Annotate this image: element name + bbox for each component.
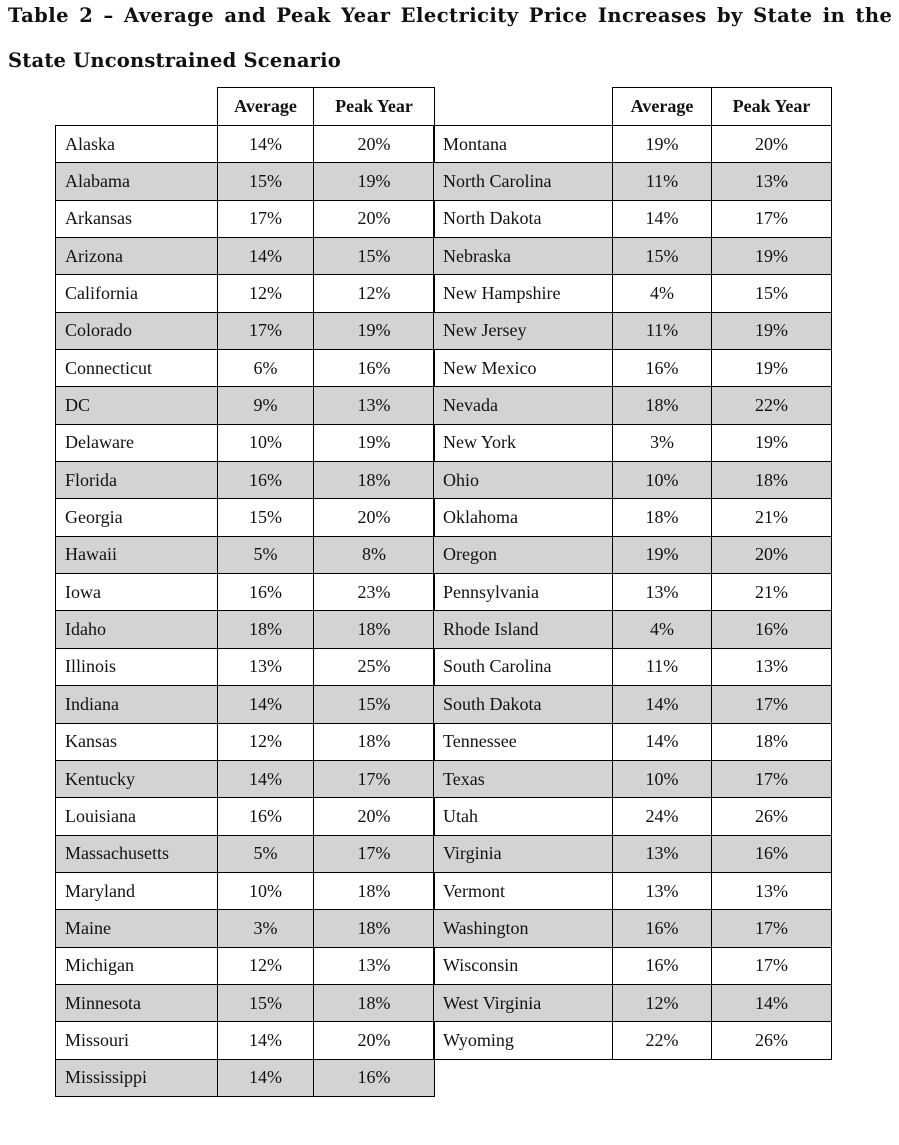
average-cell: 4% (613, 275, 712, 312)
table-row (56, 499, 435, 536)
state-name-cell: Indiana (56, 686, 218, 723)
peak-year-cell: 16% (712, 611, 832, 648)
average-cell: 11% (613, 163, 712, 200)
right-state-table (433, 125, 832, 1060)
peak-year-cell: 26% (712, 798, 832, 835)
peak-year-cell: 17% (314, 835, 435, 872)
state-name-cell: Nevada (434, 387, 613, 424)
state-name-cell: Ohio (434, 462, 613, 499)
table-row (56, 798, 435, 835)
table-row (434, 387, 832, 424)
average-cell: 14% (218, 238, 314, 275)
state-name-cell: Wisconsin (434, 947, 613, 984)
table-row (56, 200, 435, 237)
state-name-cell: Arizona (56, 238, 218, 275)
table-row (434, 350, 832, 387)
table-row (56, 350, 435, 387)
average-cell: 17% (218, 312, 314, 349)
peak-year-cell: 26% (712, 1022, 832, 1059)
title-line-2: State Unconstrained Scenario (8, 49, 341, 72)
header-average-right: Average (613, 88, 712, 126)
peak-year-cell: 18% (314, 462, 435, 499)
state-name-cell: Texas (434, 760, 613, 797)
state-name-cell: Delaware (56, 424, 218, 461)
table-row (434, 984, 832, 1021)
state-name-cell: New York (434, 424, 613, 461)
peak-year-cell: 20% (314, 1022, 435, 1059)
table-row (56, 238, 435, 275)
peak-year-cell: 13% (314, 387, 435, 424)
table-row (56, 275, 435, 312)
average-cell: 16% (613, 947, 712, 984)
state-name-cell: Oregon (434, 536, 613, 573)
peak-year-cell: 22% (712, 387, 832, 424)
state-name-cell: Colorado (56, 312, 218, 349)
peak-year-cell: 19% (712, 312, 832, 349)
table-row (434, 835, 832, 872)
average-cell: 14% (218, 126, 314, 163)
header-peak-left: Peak Year (314, 88, 435, 126)
average-cell: 14% (218, 760, 314, 797)
state-name-cell: Vermont (434, 872, 613, 909)
state-name-cell: Connecticut (56, 350, 218, 387)
table-row (434, 574, 832, 611)
table-row (434, 462, 832, 499)
table-row (434, 126, 832, 163)
title-line-1: Table 2 – Average and Peak Year Electricity Price Increases by State in the (8, 4, 893, 27)
average-cell: 12% (218, 275, 314, 312)
peak-year-cell: 17% (712, 910, 832, 947)
state-name-cell: South Dakota (434, 686, 613, 723)
state-name-cell: Florida (56, 462, 218, 499)
state-name-cell: Virginia (434, 835, 613, 872)
peak-year-cell: 23% (314, 574, 435, 611)
peak-year-cell: 17% (712, 760, 832, 797)
average-cell: 19% (613, 536, 712, 573)
peak-year-cell: 17% (712, 686, 832, 723)
average-cell: 14% (218, 686, 314, 723)
peak-year-cell: 17% (712, 200, 832, 237)
average-cell: 24% (613, 798, 712, 835)
peak-year-cell: 20% (314, 499, 435, 536)
table-row (56, 536, 435, 573)
peak-year-cell: 15% (314, 238, 435, 275)
table-row (56, 574, 435, 611)
table-row (56, 126, 435, 163)
state-name-cell: Maryland (56, 872, 218, 909)
state-name-cell: Montana (434, 126, 613, 163)
peak-year-cell: 19% (314, 163, 435, 200)
average-cell: 10% (218, 872, 314, 909)
average-cell: 15% (218, 984, 314, 1021)
state-name-cell: Washington (434, 910, 613, 947)
average-cell: 6% (218, 350, 314, 387)
peak-year-cell: 17% (712, 947, 832, 984)
state-name-cell: Tennessee (434, 723, 613, 760)
peak-year-cell: 15% (712, 275, 832, 312)
header-peak-right: Peak Year (712, 88, 832, 126)
average-cell: 9% (218, 387, 314, 424)
state-name-cell: South Carolina (434, 648, 613, 685)
average-cell: 12% (218, 723, 314, 760)
table-row (434, 312, 832, 349)
table-row (434, 499, 832, 536)
peak-year-cell: 19% (712, 424, 832, 461)
table-row (56, 984, 435, 1021)
table-row (56, 611, 435, 648)
table-row (56, 312, 435, 349)
state-name-cell: New Mexico (434, 350, 613, 387)
peak-year-cell: 18% (314, 984, 435, 1021)
table-row (434, 947, 832, 984)
table-row (56, 424, 435, 461)
peak-year-cell: 16% (314, 350, 435, 387)
state-name-cell: Iowa (56, 574, 218, 611)
average-cell: 12% (218, 947, 314, 984)
peak-year-cell: 21% (712, 574, 832, 611)
state-name-cell: Wyoming (434, 1022, 613, 1059)
state-name-cell: Hawaii (56, 536, 218, 573)
left-state-table (55, 125, 435, 1097)
peak-year-cell: 14% (712, 984, 832, 1021)
table-row (56, 910, 435, 947)
average-cell: 5% (218, 536, 314, 573)
average-cell: 10% (218, 424, 314, 461)
table-row (434, 611, 832, 648)
table-row (434, 1022, 832, 1059)
peak-year-cell: 18% (314, 723, 435, 760)
peak-year-cell: 19% (314, 312, 435, 349)
average-cell: 22% (613, 1022, 712, 1059)
table-row (56, 760, 435, 797)
table-row (434, 200, 832, 237)
average-cell: 5% (218, 835, 314, 872)
peak-year-cell: 13% (712, 648, 832, 685)
peak-year-cell: 13% (712, 163, 832, 200)
state-name-cell: Michigan (56, 947, 218, 984)
peak-year-cell: 18% (712, 462, 832, 499)
peak-year-cell: 20% (712, 126, 832, 163)
state-name-cell: Illinois (56, 648, 218, 685)
average-cell: 12% (613, 984, 712, 1021)
peak-year-cell: 18% (712, 723, 832, 760)
state-name-cell: Massachusetts (56, 835, 218, 872)
peak-year-cell: 20% (314, 200, 435, 237)
average-cell: 13% (613, 835, 712, 872)
average-cell: 14% (613, 686, 712, 723)
average-cell: 4% (613, 611, 712, 648)
state-name-cell: Arkansas (56, 200, 218, 237)
peak-year-cell: 19% (712, 350, 832, 387)
table-row (434, 275, 832, 312)
average-cell: 15% (218, 163, 314, 200)
table-row (434, 798, 832, 835)
peak-year-cell: 17% (314, 760, 435, 797)
average-cell: 14% (218, 1059, 314, 1096)
state-name-cell: California (56, 275, 218, 312)
state-name-cell: Maine (56, 910, 218, 947)
state-name-cell: Kansas (56, 723, 218, 760)
peak-year-cell: 12% (314, 275, 435, 312)
state-name-cell: Nebraska (434, 238, 613, 275)
average-cell: 15% (613, 238, 712, 275)
state-name-cell: Missouri (56, 1022, 218, 1059)
state-name-cell: Idaho (56, 611, 218, 648)
table-row (56, 387, 435, 424)
table-row (56, 686, 435, 723)
state-name-cell: Kentucky (56, 760, 218, 797)
average-cell: 3% (613, 424, 712, 461)
average-cell: 15% (218, 499, 314, 536)
average-cell: 17% (218, 200, 314, 237)
table-row (434, 238, 832, 275)
table-row (56, 648, 435, 685)
peak-year-cell: 15% (314, 686, 435, 723)
peak-year-cell: 16% (314, 1059, 435, 1096)
state-name-cell: Georgia (56, 499, 218, 536)
table-row (434, 686, 832, 723)
peak-year-cell: 18% (314, 611, 435, 648)
state-name-cell: Mississippi (56, 1059, 218, 1096)
table-row (434, 424, 832, 461)
table-row (434, 536, 832, 573)
peak-year-cell: 20% (712, 536, 832, 573)
table-row (434, 910, 832, 947)
table-row (434, 723, 832, 760)
table-row (56, 872, 435, 909)
table-row (56, 835, 435, 872)
peak-year-cell: 16% (712, 835, 832, 872)
average-cell: 16% (613, 910, 712, 947)
state-name-cell: Alaska (56, 126, 218, 163)
peak-year-cell: 13% (314, 947, 435, 984)
state-name-cell: Pennsylvania (434, 574, 613, 611)
average-cell: 16% (218, 574, 314, 611)
table-row (434, 872, 832, 909)
average-cell: 10% (613, 760, 712, 797)
state-name-cell: Louisiana (56, 798, 218, 835)
right-header (612, 87, 832, 126)
peak-year-cell: 18% (314, 872, 435, 909)
state-name-cell: West Virginia (434, 984, 613, 1021)
table-row (56, 723, 435, 760)
average-cell: 14% (613, 200, 712, 237)
peak-year-cell: 20% (314, 126, 435, 163)
state-name-cell: Utah (434, 798, 613, 835)
peak-year-cell: 20% (314, 798, 435, 835)
table-row (434, 648, 832, 685)
average-cell: 3% (218, 910, 314, 947)
average-cell: 14% (613, 723, 712, 760)
peak-year-cell: 25% (314, 648, 435, 685)
average-cell: 10% (613, 462, 712, 499)
state-name-cell: New Hampshire (434, 275, 613, 312)
table-row (56, 947, 435, 984)
average-cell: 11% (613, 648, 712, 685)
state-name-cell: Oklahoma (434, 499, 613, 536)
average-cell: 16% (613, 350, 712, 387)
peak-year-cell: 19% (314, 424, 435, 461)
average-cell: 18% (613, 387, 712, 424)
state-name-cell: Minnesota (56, 984, 218, 1021)
average-cell: 16% (218, 798, 314, 835)
state-name-cell: Rhode Island (434, 611, 613, 648)
table-row (434, 163, 832, 200)
left-header (217, 87, 435, 126)
table-row (56, 163, 435, 200)
header-average-left: Average (218, 88, 314, 126)
peak-year-cell: 8% (314, 536, 435, 573)
state-name-cell: Alabama (56, 163, 218, 200)
table-row (56, 1022, 435, 1059)
table-row (56, 1059, 435, 1096)
table-row (434, 760, 832, 797)
average-cell: 11% (613, 312, 712, 349)
state-name-cell: North Dakota (434, 200, 613, 237)
average-cell: 14% (218, 1022, 314, 1059)
peak-year-cell: 18% (314, 910, 435, 947)
peak-year-cell: 19% (712, 238, 832, 275)
table-row (56, 462, 435, 499)
average-cell: 13% (613, 872, 712, 909)
state-name-cell: New Jersey (434, 312, 613, 349)
peak-year-cell: 21% (712, 499, 832, 536)
average-cell: 19% (613, 126, 712, 163)
average-cell: 18% (218, 611, 314, 648)
peak-year-cell: 13% (712, 872, 832, 909)
average-cell: 13% (218, 648, 314, 685)
average-cell: 13% (613, 574, 712, 611)
average-cell: 18% (613, 499, 712, 536)
state-name-cell: DC (56, 387, 218, 424)
average-cell: 16% (218, 462, 314, 499)
state-name-cell: North Carolina (434, 163, 613, 200)
